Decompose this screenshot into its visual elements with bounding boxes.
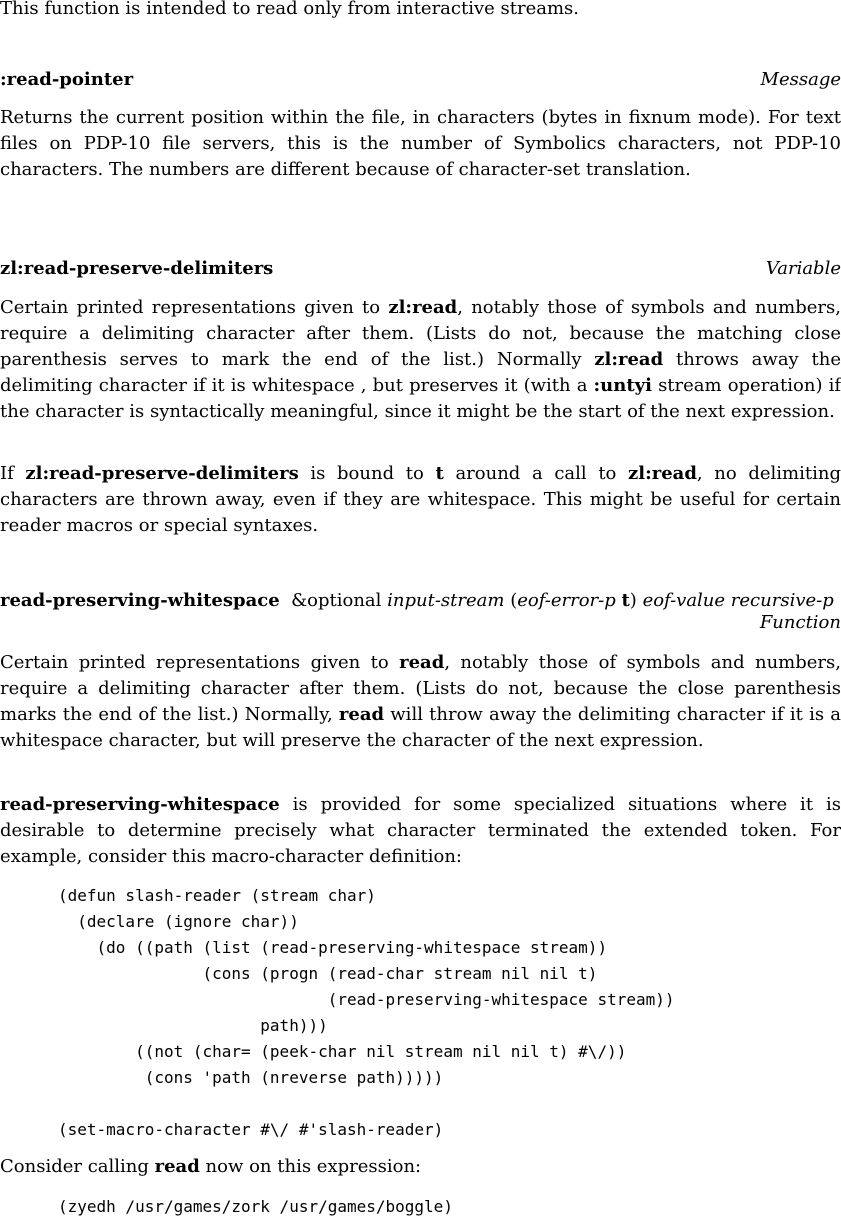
entry-name: read-preserving-whitespace	[0, 590, 280, 611]
entry-kind: Function	[759, 612, 841, 633]
rpw-paragraph-3: Consider calling read now on this expression:	[0, 1156, 422, 1177]
code-block-macro: (defun slash-reader (stream char) (declare (ignore char)) (do ((path (list (read-preserving-whitespace stream)) (cons (progn (read-char stream nil nil t) (read-preserving-whitespace stream)) path))) ((not (char= (peek-char nil stream nil nil t) #\/)) (cons 'path (nreverse path))))) (set-macro-character #\/ #'slash-reader)	[58, 886, 675, 1139]
entry-name: :read-pointer	[0, 69, 134, 90]
entry-name: zl:read-preserve-delimiters	[0, 258, 274, 279]
preserve-delimiters-paragraph-1: Certain printed representations given to zl:read, notably those of symbols and numbers, require a delimiting character after them. (Lists do not, because the matching close parenthesis serves to mark the end of the list.) Normally zl:read throws away the delimiting character if it is whitespace , but preserves it (with a :untyi stream operation) if the character is syntactically meaningful, since it might be the start of the next expression.	[0, 297, 841, 422]
rpw-signature: read-preserving-whitespace &optional input-stream (eof-error-p t) eof-value recursive-p Function	[0, 590, 841, 633]
preserve-delimiters-header	[0, 256, 841, 282]
intro-text: This function is intended to read only from interactive streams.	[0, 0, 580, 19]
entry-kind: Message	[760, 69, 841, 90]
rpw-paragraph-2: read-preserving-whitespace is provided for some specialized situations where it is desirable to determine precisely what character terminated the extended token. For example, consider this macro-character definition:	[0, 794, 841, 867]
read-pointer-header	[0, 67, 841, 93]
rpw-paragraph-1: Certain printed representations given to read, notably those of symbols and numbers, require a delimiting character after them. (Lists do not, because the close parenthesis marks the end of the list.) Normally, read will throw away the delimiting character if it is a whitespace character, but will preserve the character of the next expression.	[0, 652, 841, 751]
read-pointer-body: Returns the current position within the file, in characters (bytes in fixnum mode). For text files on PDP-10 file servers, this is the number of Symbolics characters, not PDP-10 characters. The numbers are different because of character-set translation.	[0, 107, 841, 180]
code-block-expression: (zyedh /usr/games/zork /usr/games/boggle)	[58, 1197, 453, 1216]
preserve-delimiters-paragraph-2: If zl:read-preserve-delimiters is bound to t around a call to zl:read, no delimiting characters are thrown away, even if they are whitespace. This might be useful for certain reader macros or special syntaxes.	[0, 463, 841, 536]
entry-kind: Variable	[765, 258, 841, 279]
